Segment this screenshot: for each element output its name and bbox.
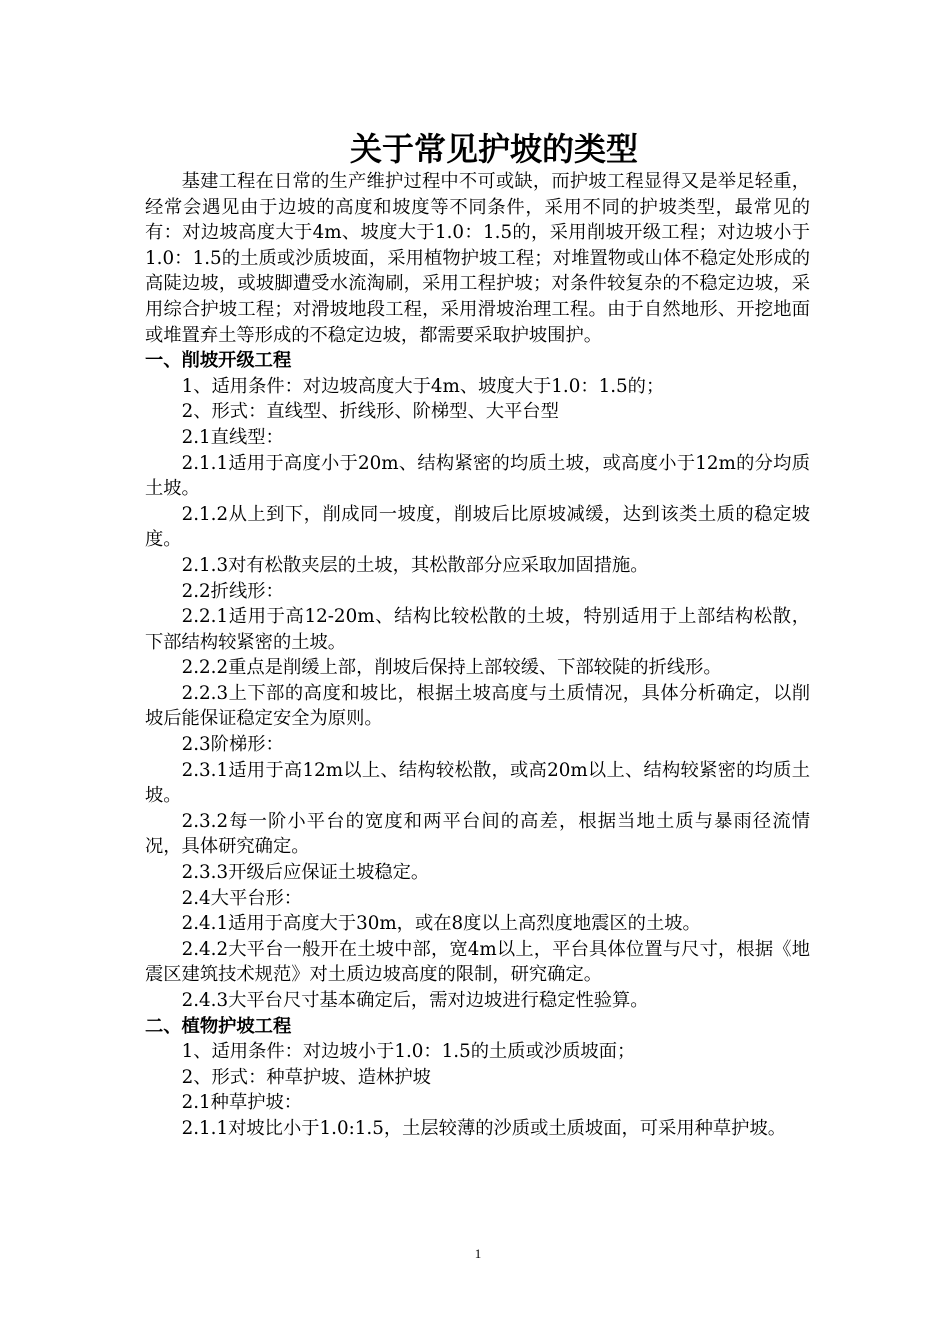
paragraph: 2.1.1适用于高度小于20m、结构紧密的均质土坡，或高度小于12m的分均质土坡。: [145, 452, 810, 500]
section-heading-2: 二、植物护坡工程: [145, 1015, 292, 1037]
paragraph: 2.3阶梯形：: [181, 734, 284, 756]
paragraph: 2.1直线型：: [181, 426, 284, 448]
section-heading-1: 一、削坡开级工程: [145, 350, 292, 372]
paragraph: 2、形式：直线型、折线形、阶梯型、大平台型: [181, 401, 559, 423]
paragraph: 1、适用条件：对边坡高度大于4m、坡度大于1.0：1.5的；: [181, 375, 665, 397]
paragraph: 1、适用条件：对边坡小于1.0：1.5的土质或沙质坡面；: [181, 1041, 636, 1063]
paragraph: 2.4.2大平台一般开在土坡中部，宽4m以上，平台具体位置与尺寸，根据《地震区建筑技术规范》对土质边坡高度的限制，研究确定。: [145, 938, 810, 986]
paragraph: 2.2.2重点是削缓上部，削坡后保持上部较缓、下部较陡的折线形。: [181, 657, 722, 679]
paragraph: 2.4.1适用于高度大于30m，或在8度以上高烈度地震区的土坡。: [181, 913, 701, 935]
paragraph: 2.3.3开级后应保证土坡稳定。: [181, 862, 430, 884]
paragraph: 2.3.2每一阶小平台的宽度和两平台间的高差，根据当地土质与暴雨径流情况，具体研究确定。: [145, 810, 810, 858]
document-title: 关于常见护坡的类型: [349, 130, 638, 168]
paragraph: 2.2.3上下部的高度和坡比，根据土坡高度与土质情况，具体分析确定，以削坡后能保证稳定安全为原则。: [145, 682, 810, 730]
intro-paragraph: 基建工程在日常的生产维护过程中不可或缺，而护坡工程显得又是举足轻重，经常会遇见由于边坡的高度和坡度等不同条件，采用不同的护坡类型，最常见的有：对边坡高度大于4m、坡度大于1.0：1.5的，采用削坡开级工程；对边坡小于1.0：1.5的土质或沙质坡面，采用植物护坡工程；对堆置物或山体不稳定处形成的高陡边坡，或坡脚遭受水流淘刷，采用工程护坡；对条件较复杂的不稳定边坡，采用综合护坡工程；对滑坡地段工程，采用滑坡治理工程。由于自然地形、开挖地面或堆置弃土等形成的不稳定边坡，都需要采取护坡围护。: [145, 171, 810, 346]
paragraph: 2.3.1适用于高12m以上、结构较松散，或高20m以上、结构较紧密的均质土坡。: [145, 759, 810, 807]
paragraph: 2.4.3大平台尺寸基本确定后，需对边坡进行稳定性验算。: [181, 990, 649, 1011]
paragraph: 2.4大平台形：: [181, 887, 303, 909]
paragraph: 2.1.2从上到下，削成同一坡度，削坡后比原坡减缓，达到该类土质的稳定坡度。: [145, 503, 810, 551]
paragraph: 2.1种草护坡：: [181, 1092, 303, 1114]
page-number: 1: [474, 1246, 482, 1261]
paragraph: 2.1.1对坡比小于1.0:1.5，土层较薄的沙质或土质坡面，可采用种草护坡。: [181, 1117, 787, 1139]
paragraph: 2.2.1适用于高12-20m、结构比较松散的土坡，特别适用于上部结构松散，下部结构较紧密的土坡。: [145, 606, 810, 653]
paragraph: 2、形式：种草护坡、造林护坡: [181, 1066, 431, 1088]
paragraph: 2.2折线形：: [181, 580, 284, 602]
paragraph: 2.1.3对有松散夹层的土坡，其松散部分应采取加固措施。: [181, 554, 649, 576]
document-body: [145, 169, 810, 1142]
